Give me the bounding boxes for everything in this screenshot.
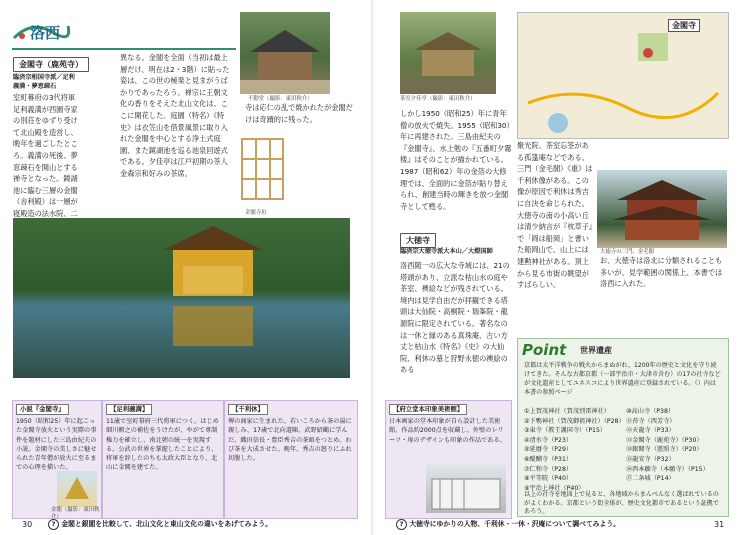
map-label: 金閣寺	[668, 19, 700, 32]
heritage-item: ②下鴨神社（賀茂御祖神社）（P28）	[524, 417, 625, 425]
kinkakuji-column-1: 室町幕府の3代将軍足利義満が西園寺家の別荘をゆずり受けて北山殿を造営し、晩年を過ごしたところ。義満の死後、夢窓疎石を開山とする禅寺となった。鏡湖池に臨む三層の金閣（舎利殿）は一層が寝殿造の法水院、二	[13, 93, 78, 218]
daitokuji-gate-caption: 大徳寺の三門、金毛閣	[600, 249, 654, 255]
insho-museum-title: 【府立堂本印象美術館】	[389, 404, 467, 415]
insho-museum-text: 日本画家の堂本印象が自ら設計した美術館。作品約2000点を収蔵し、外壁のレリーフ・扉のデザインも印象の作品である。	[389, 418, 506, 444]
daitokuji-gate-photo	[597, 170, 727, 248]
heritage-item: ⑰二条城（P14）	[626, 475, 675, 483]
footer-question-left-text: 金閣と銀閣を比較して、北山文化と東山文化の違いをあげてみよう。	[61, 520, 272, 528]
kinkakuji-main-photo	[13, 218, 350, 378]
heritage-item: ⑦仁和寺（P28）	[524, 465, 573, 473]
point-title: Point	[522, 341, 567, 359]
kinkakuji-fence-image	[240, 135, 285, 205]
heritage-list-left	[524, 407, 624, 493]
kinkakuji-column-2: 異なる。金閣を全面（当初は最上層だけ、明在は2・3階）に貼った姿は、この世の極楽と見まがうばかりであったろう。禅宗に王朝文化の香りをそえた北山文化は、ここに開花した。庭園（特名）《特史》は衣笠山を借景風景に取り入れた金閣を中心とする浄土式庭園、また鏡湖池を巡る池泉回遊式である。夕佳亭は江戸初期の茶人金森宗和好みの茶席。	[120, 53, 230, 178]
page-spine	[371, 0, 375, 535]
kinkakuji-history-text: しかし1950（昭和25）年に青年僧の放火で焼失。1955（昭和30）年に再建された。三島由紀夫の『金閣寺』、水上勉の『五番町夕霧楼』はそのことが描かれている。1987（昭和62）年の金箔の大修理では、全面的に金箔が貼り替えられ、創建当時の輝きを放つ金閣寺として甦る。	[400, 109, 512, 211]
question-icon: ?	[48, 519, 59, 530]
heritage-item: ①上賀茂神社（賀茂別雷神社）	[524, 408, 610, 415]
heritage-item: ⑪苔寺（西芳寺）	[626, 417, 676, 425]
heritage-item: ⑤延暦寺（P29）	[524, 446, 573, 454]
sekkatei-photo	[400, 12, 496, 94]
footer-question-right	[396, 518, 706, 530]
page-number-left: 30	[22, 520, 33, 529]
heritage-item: ⑯西本願寺（本願寺）（P15）	[626, 465, 709, 473]
heritage-list-right	[626, 407, 726, 484]
footer-question-left	[48, 518, 358, 530]
rikyu-title: 【千利休】	[228, 404, 268, 415]
novel-box-text: 1950（昭和25）年に起こった金閣寺放火という実際の事件を題材にした三島由紀夫の小説。金閣寺の美しさに魅せられた青年僧が放火に至るまでの心理を描いた。	[16, 418, 97, 472]
novel-box	[12, 400, 102, 519]
heritage-item: ⑥醍醐寺（P31）	[524, 455, 573, 463]
rikyu-text: 堺の商家に生まれた。若いころから茶の湯に親しみ、17歳で北向道陳、武野紹鷗に学んだ。織田信長・豊臣秀吉の茶頭をつとめ、わび茶を大成させた。晩年、秀吉の怒りにふれ切腹した。	[228, 418, 352, 463]
header-rule	[12, 48, 236, 50]
daitokuji-heading: 大徳寺	[400, 233, 436, 248]
fudodo-photo	[240, 12, 330, 94]
section-title: 洛西	[30, 24, 61, 42]
daitokuji-column-2: 聚光院、茶室忘筌がある孤篷庵などである。三門（金毛閣）《重》は千利休像がある。この像が原因で利休は秀吉に自決を命じられた。大徳寺の南の小高い丘は清少納言が『枕草子』で「岡は船岡」と書いた船岡山で、山上には建勲神社がある。頂上から見る市街の眺望がすばらしい。	[517, 141, 593, 290]
question-icon: ?	[396, 519, 407, 530]
point-intro: 京都は太平洋戦争の戦火からまぬがれ、1200年の歴史と文化を守り続けてきた。そんな古都京都（一部宇治市・大津市含む）の17の社寺などが文化遺産としてユネスコにより世界遺産に登録されている。（）内は本書の参照ページ	[524, 362, 721, 396]
kinkakuji-column-3: 寺は応仁の乱で焼かれたが金閣だけは奇蹟的に残った。	[245, 103, 353, 124]
heritage-item: ⑭銀閣寺（慈照寺）（P20）	[626, 446, 703, 454]
point-outro: 以上の社寺を地図上で見ると、各地域からまんべんなく選ばれているのがよくわかる。京都という街全体が、歴史文化都市であるという証拠であろう。	[524, 491, 719, 515]
heritage-item: ⑫天龍寺（P33）	[626, 427, 675, 435]
footer-question-right-text: 大徳寺にゆかりの人物、千利休・一休・沢庵について調べてみよう。	[409, 520, 620, 528]
yoshimitsu-text: 11歳で室町幕府三代将軍につく。はじめ細川頼之の補佐をうけたが、やがて専制権力を確立し、南北朝の統一を実現する。公武の世界を掌握したことにより、将軍を辞したのちも太政大臣となり、北山に金閣を建てた。	[106, 418, 219, 472]
daitokuji-column-3: お、大徳寺は洛北に分類されることも多いが、見学範囲の関係上、本書では洛西に入れた。	[600, 256, 723, 289]
point-subtitle: 世界遺産	[580, 346, 612, 355]
sekkatei-caption: 茶室夕佳亭（撮影：東田秋介）	[400, 96, 476, 102]
daitokuji-subheading: 臨済宗大徳寺派大本山／大燈国師	[400, 248, 493, 255]
section-logo	[12, 18, 70, 46]
page-number-right: 31	[714, 520, 725, 529]
insho-museum-photo	[426, 465, 506, 513]
heritage-item: ⑬金閣寺（鹿苑寺）（P30）	[626, 436, 703, 444]
heritage-item: ④清水寺（P23）	[524, 436, 573, 444]
novel-box-title: 小説『金閣寺』	[16, 404, 69, 415]
kinkakuji-subheading: 臨済宗相国寺派／足利義満・夢窓疎石	[13, 74, 75, 90]
heritage-item: ⑨宇治上神社（P40）	[524, 484, 585, 492]
yoshimitsu-box	[102, 400, 224, 519]
kinkakuji-heading: 金閣寺（鹿苑寺）	[13, 57, 89, 72]
phoenix-caption: 金閣（撮影：東田秋介）	[51, 507, 100, 520]
insho-museum-box	[385, 400, 512, 519]
kinkakuji-map	[517, 12, 729, 139]
daitokuji-column-1: 洛西随一の広大な寺域には、21の塔頭があり、立派な枯山水の庭や茶室、襖絵などが残されている。境内は見学自由だが拝観できる塔頭は大仙院・高桐院・瑞峯院・龍源院に限定されている。著名なのは一休と縁のある真珠庵、古い方丈と枯山水《特名》《史》の大仙院、利休の墓と狩野永徳の襖絵のある	[400, 261, 510, 375]
phoenix-photo	[57, 471, 97, 507]
kinkakuji-main-caption: 鏡湖池に映る金閣（撮影：東田秋介）	[13, 380, 105, 386]
yoshimitsu-title: 【足利義満】	[106, 404, 152, 415]
rikyu-box	[224, 400, 358, 519]
heritage-item: ⑩高山寺（P38）	[626, 408, 675, 415]
heritage-item: ⑧平等院（P40）	[524, 475, 573, 483]
fence-caption: 金閣寺垣	[245, 210, 267, 216]
world-heritage-box	[517, 338, 729, 517]
fudodo-caption: 不動堂（撮影：東田秋介）	[248, 96, 313, 102]
heritage-item: ③東寺（教王護国寺）（P15）	[524, 427, 607, 435]
heritage-item: ⑮龍安寺（P32）	[626, 455, 675, 463]
